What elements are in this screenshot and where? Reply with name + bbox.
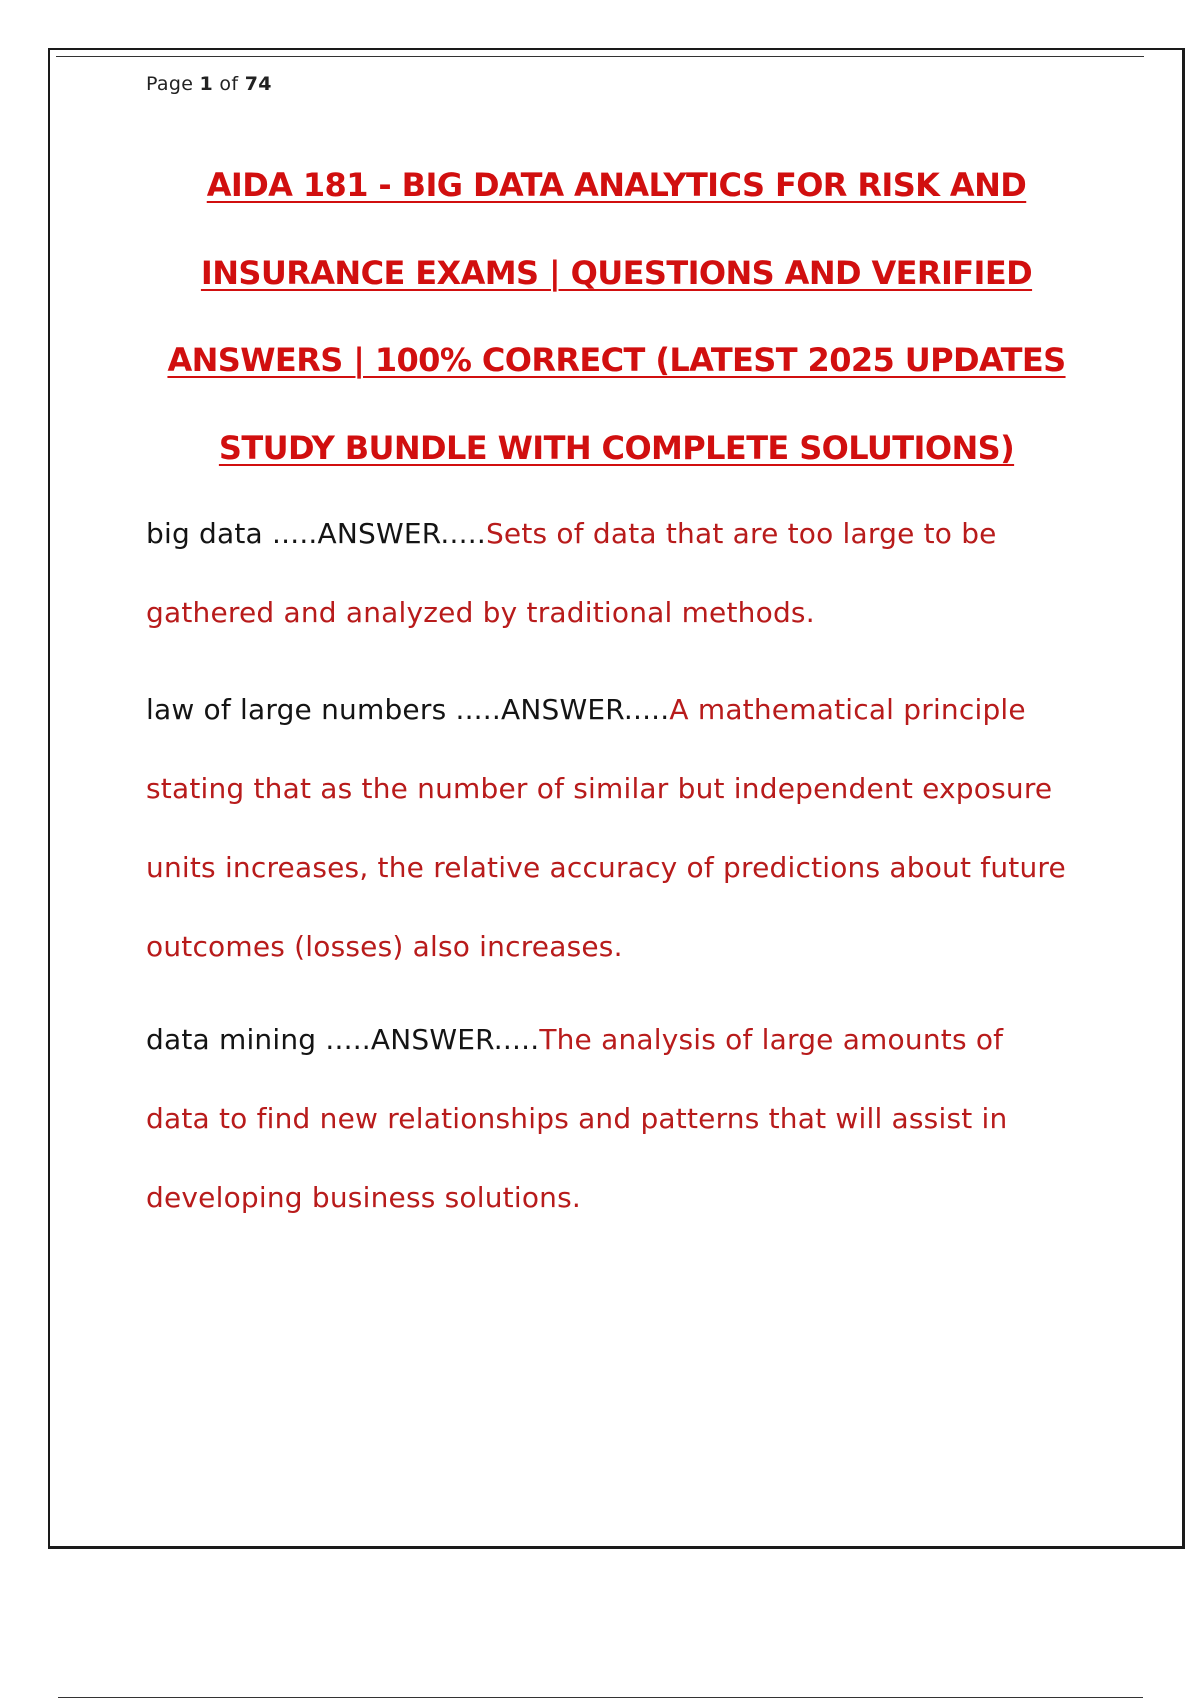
qa-answer: The analysis of large amounts of data to find new relationships and patterns that will assist in developing business solutions. — [146, 1023, 1008, 1214]
qa-term: law of large numbers — [146, 693, 447, 726]
answer-separator: .....ANSWER..... — [272, 517, 486, 550]
title-line: INSURANCE EXAMS | QUESTIONS AND VERIFIED — [200, 253, 1033, 292]
qa-entry-big-data — [146, 494, 1076, 652]
qa-entry-data-mining — [146, 1000, 1076, 1237]
title-line: AIDA 181 - BIG DATA ANALYTICS FOR RISK AND — [206, 166, 1027, 204]
page-prefix: Page — [146, 73, 194, 95]
header-rule — [56, 56, 1144, 57]
page-total: 74 — [244, 73, 272, 95]
page-of: of — [219, 73, 239, 95]
page-indicator — [146, 73, 272, 95]
title-line: STUDY BUNDLE WITH COMPLETE SOLUTIONS) — [218, 428, 1015, 467]
footer-rule — [58, 1697, 1143, 1698]
page-current: 1 — [199, 73, 214, 95]
title-line: ANSWERS | 100% CORRECT (LATEST 2025 UPDATES — [167, 341, 1066, 379]
qa-term: big data — [146, 517, 263, 550]
qa-term: data mining — [146, 1023, 317, 1056]
document-title — [120, 142, 1113, 492]
answer-separator: .....ANSWER..... — [455, 693, 670, 726]
qa-answer: A mathematical principle stating that as the number of similar but independent exposure units increases, the relative accuracy of predictions about future outcomes (losses) also increases. — [146, 693, 1066, 963]
qa-answer: Sets of data that are too large to be gathered and analyzed by traditional methods. — [146, 517, 997, 629]
qa-entry-law-of-large-numbers — [146, 670, 1076, 986]
answer-separator: .....ANSWER..... — [325, 1023, 540, 1056]
